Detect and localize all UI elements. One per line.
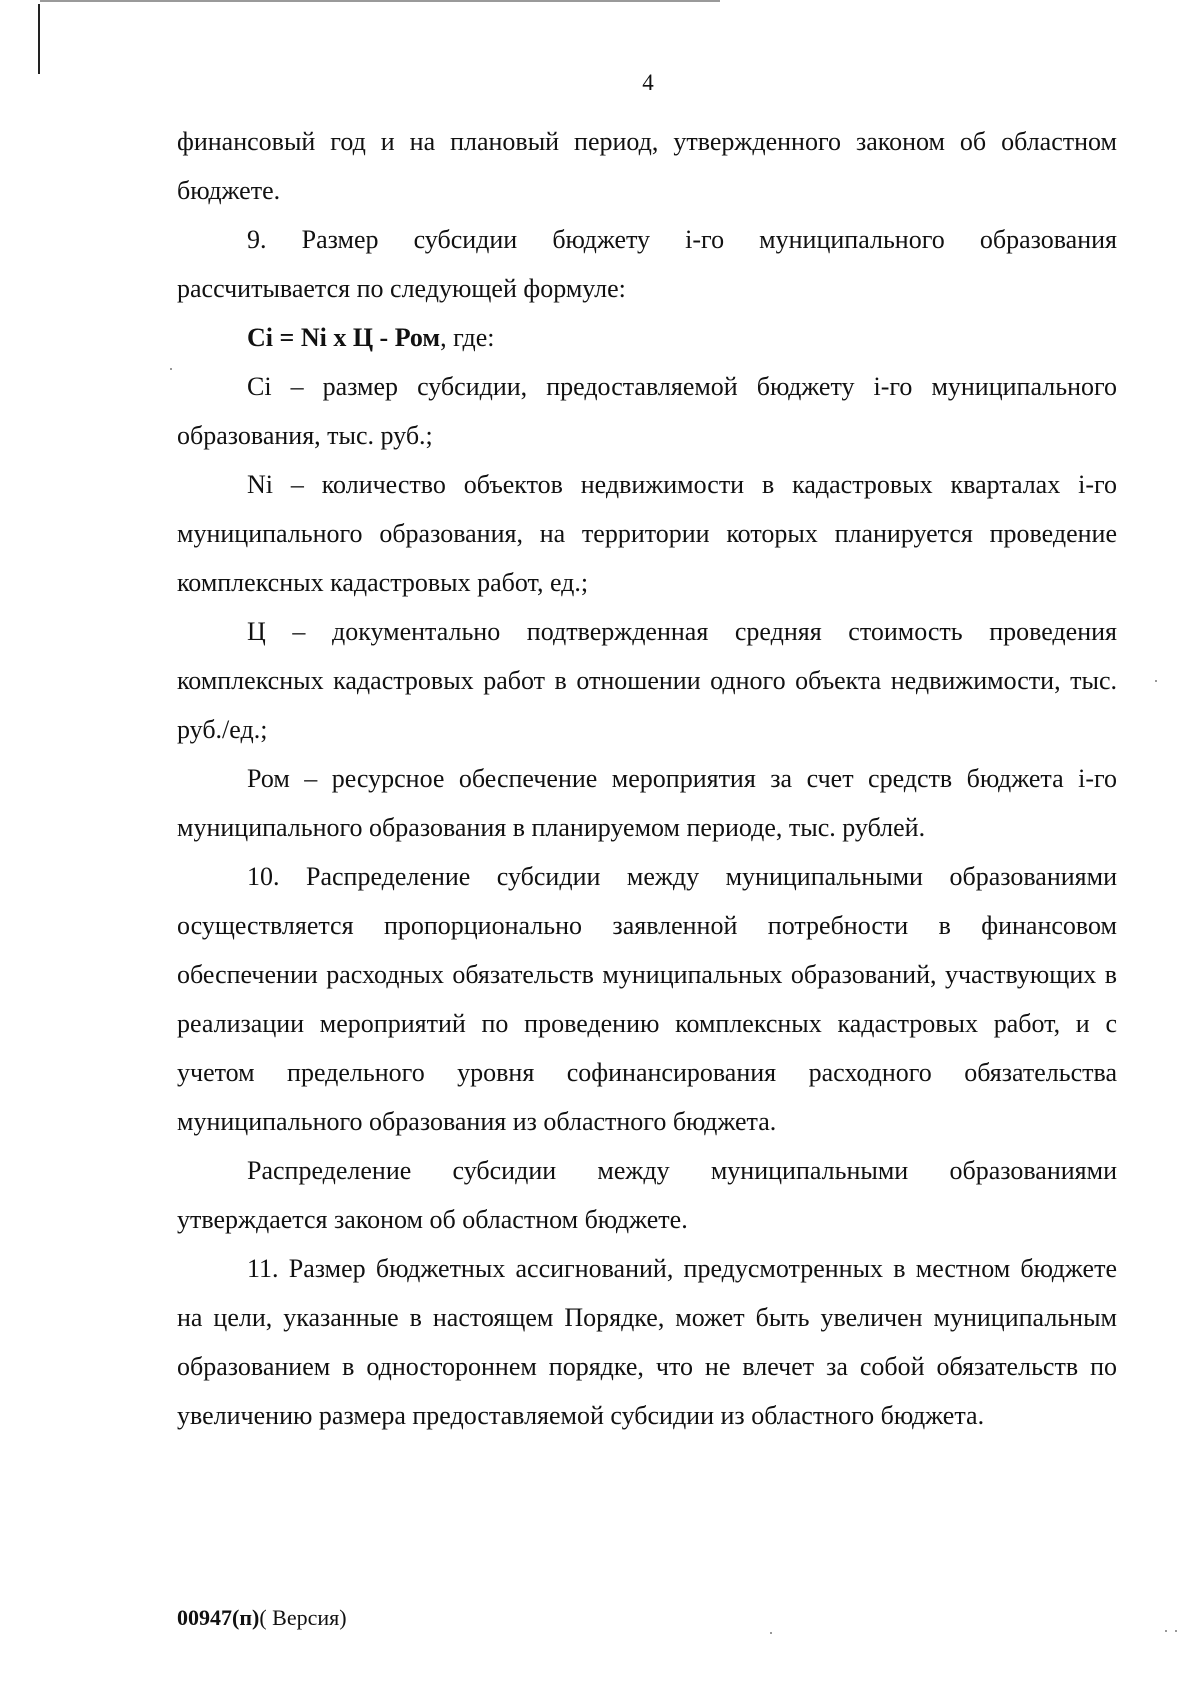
paragraph-continuation: финансовый год и на плановый период, утвержденного законом об областном бюджете.: [177, 127, 1117, 205]
definition-rom: Ром – ресурсное обеспечение мероприятия за счет средств бюджета i-го муниципального образования в планируемом периоде, тыс. рублей.: [177, 764, 1117, 842]
definition-ts: Ц – документально подтвержденная средняя стоимость проведения комплексных кадастровых работ в отношении одного объекта недвижимости, тыс. руб./ед.;: [177, 617, 1117, 744]
footer-document-code: 00947(п): [177, 1605, 260, 1630]
document-footer: [177, 1605, 347, 1631]
scan-margin-mark: [38, 4, 40, 74]
scan-speck: [170, 368, 172, 370]
scan-edge-line: [40, 0, 720, 2]
definition-ci: Ci – размер субсидии, предоставляемой бюджету i-го муниципального образования, тыс. руб.;: [177, 372, 1117, 450]
paragraph-item-9: 9. Размер субсидии бюджету i-го муниципального образования рассчитывается по следующей формуле:: [177, 225, 1117, 303]
paragraph-item-11: 11. Размер бюджетных ассигнований, предусмотренных в местном бюджете на цели, указанные в настоящем Порядке, может быть увеличен муниципальным образованием в одностороннем порядке, что не влечет за собой обязательств по увеличению размера предоставляемой субсидии из областного бюджета.: [177, 1254, 1117, 1430]
formula-suffix: , где:: [440, 323, 495, 352]
footer-version: ( Версия): [259, 1605, 347, 1630]
page-number: 4: [642, 70, 654, 95]
definition-ni: Ni – количество объектов недвижимости в кадастровых кварталах i-го муниципального образования, на территории которых планируется проведение комплексных кадастровых работ, ед.;: [177, 470, 1117, 597]
scan-speck: [1155, 680, 1157, 682]
scan-speck: [1165, 1630, 1167, 1632]
scan-speck: [770, 1632, 772, 1634]
document-body: [177, 117, 1117, 1440]
paragraph-item-10: 10. Распределение субсидии между муниципальными образованиями осуществляется пропорционально заявленной потребности в финансовом обеспечении расходных обязательств муниципальных образований, участвующих в реализации мероприятий по проведению комплексных кадастровых работ, и с учетом предельного уровня софинансирования расходного обязательства муниципального образования из областного бюджета.: [177, 862, 1117, 1136]
paragraph-distribution: Распределение субсидии между муниципальными образованиями утверждается законом об областном бюджете.: [177, 1156, 1117, 1234]
formula-line: [177, 313, 1117, 362]
formula-expression: Ci = Ni x Ц - Ром: [247, 323, 441, 352]
scan-speck: [1175, 1630, 1177, 1632]
